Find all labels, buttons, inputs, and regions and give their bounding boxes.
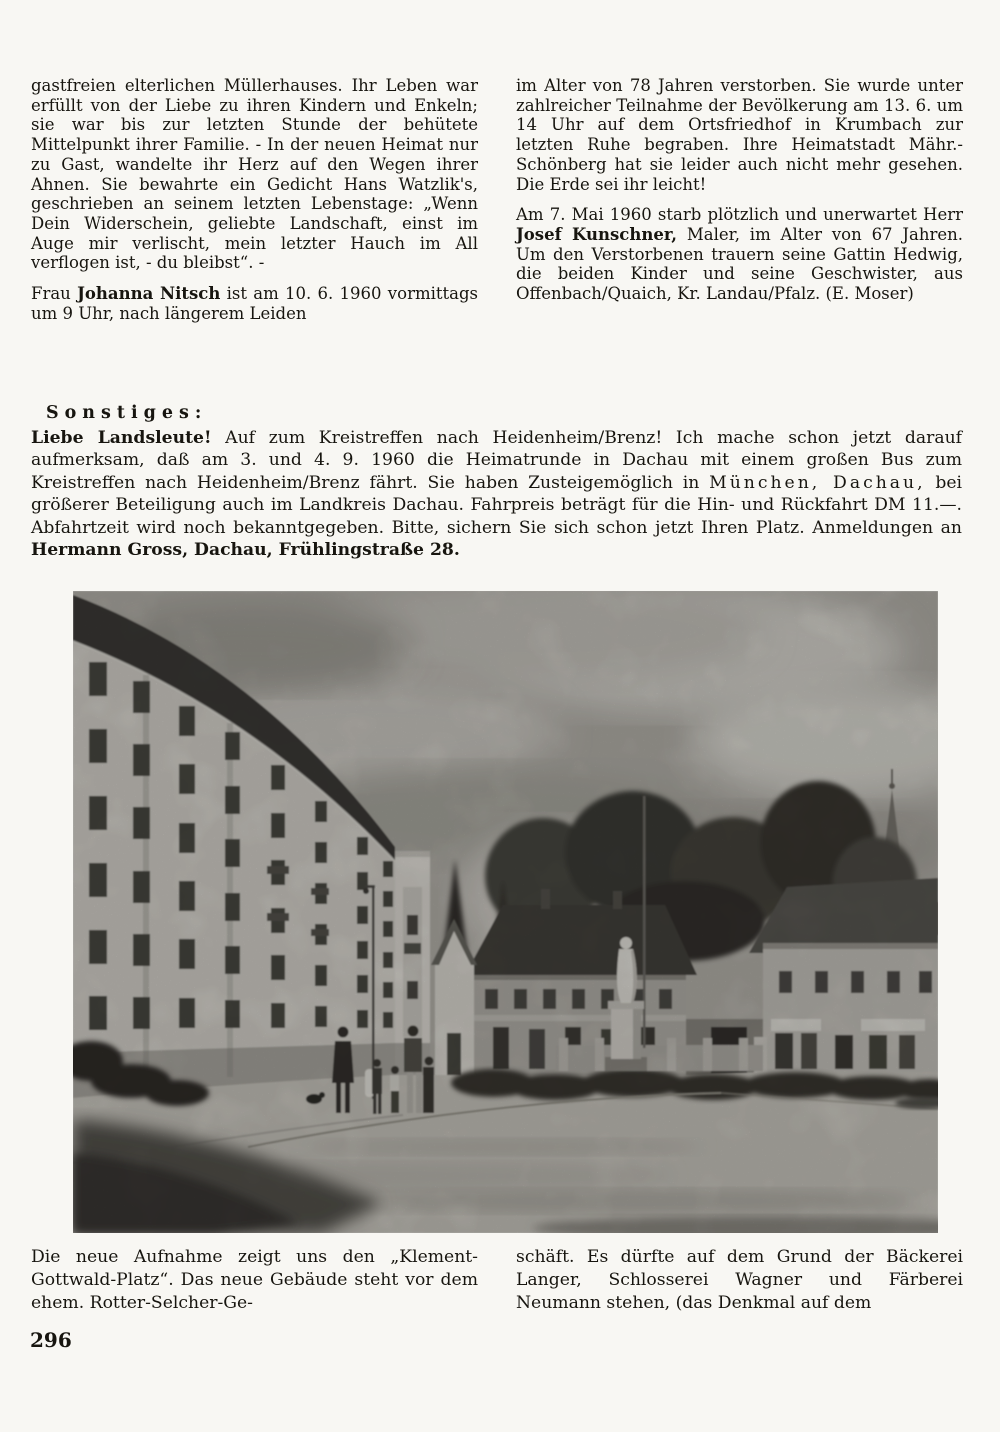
photo-grain bbox=[73, 591, 938, 1233]
text-run: Auf zum Kreistreffen nach Heidenheim/Brenz! Ich mache schon jetzt darauf aufmerksam, daß am 3. und 4. 9. 1960 die Heimatrunde in Dachau mit einem großen Bus zum Kreistreffen nach Heidenheim/Brenz fährt. Sie haben Zusteigemöglich in bbox=[31, 428, 962, 493]
sonstiges-paragraph bbox=[31, 427, 962, 561]
name-johanna-nitsch: Johanna Nitsch bbox=[77, 284, 221, 304]
spaced-cities: München, Dachau, bbox=[709, 472, 926, 493]
caption-right: schäft. Es dürfte auf dem Grund der Bäckerei Langer, Schlosserei Wagner und Färberei Neumann stehen, (das Denkmal auf dem bbox=[516, 1247, 963, 1313]
obituary-paragraph-3: im Alter von 78 Jahren verstorben. Sie wurde unter zahlreicher Teilnahme der Bevölkerung am 13. 6. um 14 Uhr auf dem Ortsfriedhof in Krumbach zur letzten Ruhe begraben. Ihre Heimatstadt Mähr.-Schönberg hat sie leider auch nicht mehr gesehen. Die Erde sei ihr leicht! bbox=[516, 76, 963, 194]
right-column bbox=[516, 76, 963, 315]
name-josef-kunschner: Josef Kunschner, bbox=[516, 224, 678, 244]
obituary-paragraph-2 bbox=[31, 284, 478, 323]
salutation-liebe-landsleute: Liebe Landsleute! bbox=[31, 428, 212, 448]
section-heading-sonstiges: Sonstiges: bbox=[46, 403, 208, 423]
photo-klement-gottwald-platz bbox=[73, 591, 938, 1233]
left-column bbox=[31, 76, 478, 334]
contact-hermann-gross: Hermann Gross, Dachau, Frühlingstraße 28. bbox=[31, 540, 460, 561]
photo-illustration bbox=[73, 591, 938, 1233]
obituary-paragraph-4 bbox=[516, 205, 963, 304]
page-number: 296 bbox=[30, 1328, 72, 1352]
text-run: ist am 10. 6. 1960 vormittags um 9 Uhr, nach längerem Leiden bbox=[31, 284, 479, 323]
text-run: bei größerer Beteiligung auch im Landkreis Dachau. Fahrpreis beträgt für die Hin- und Rückfahrt DM 11.—. Abfahrtzeit wird noch bekanntgegeben. Bitte, sichern Sie sich schon jetzt Ihren Platz. Anmeldungen an bbox=[31, 472, 962, 538]
text-run: Am 7. Mai 1960 starb plötzlich und unerwartet Herr bbox=[516, 205, 963, 225]
caption-left: Die neue Aufnahme zeigt uns den „Klement-Gottwald-Platz“. Das neue Gebäude steht vor dem ehem. Rotter-Selcher-Ge- bbox=[31, 1247, 478, 1313]
obituary-paragraph-1: gastfreien elterlichen Müllerhauses. Ihr Leben war erfüllt von der Liebe zu ihren Kindern und Enkeln; sie war bis zur letzten Stunde der behütete Mittelpunkt ihrer Familie. - In der neuen Heimat nur zu Gast, wandelte ihr Herz auf den Wegen ihrer Ahnen. Sie bewahrte ein Gedicht Hans Watzlik's, geschrieben an seinem letzten Lebenstage: „Wenn Dein Widerschein, geliebte Landschaft, einst im Auge mir verlischt, mein letzter Hauch im All verflogen ist, - du bleibst“. - bbox=[31, 76, 478, 273]
text-run: Frau bbox=[31, 284, 78, 304]
text-run: Maler, im Alter von 67 Jahren. Um den Verstorbenen trauern seine Gattin Hedwig, die beiden Kinder und seine Geschwister, aus Offenbach/Quaich, Kr. Landau/Pfalz. (E. Moser) bbox=[516, 224, 963, 304]
